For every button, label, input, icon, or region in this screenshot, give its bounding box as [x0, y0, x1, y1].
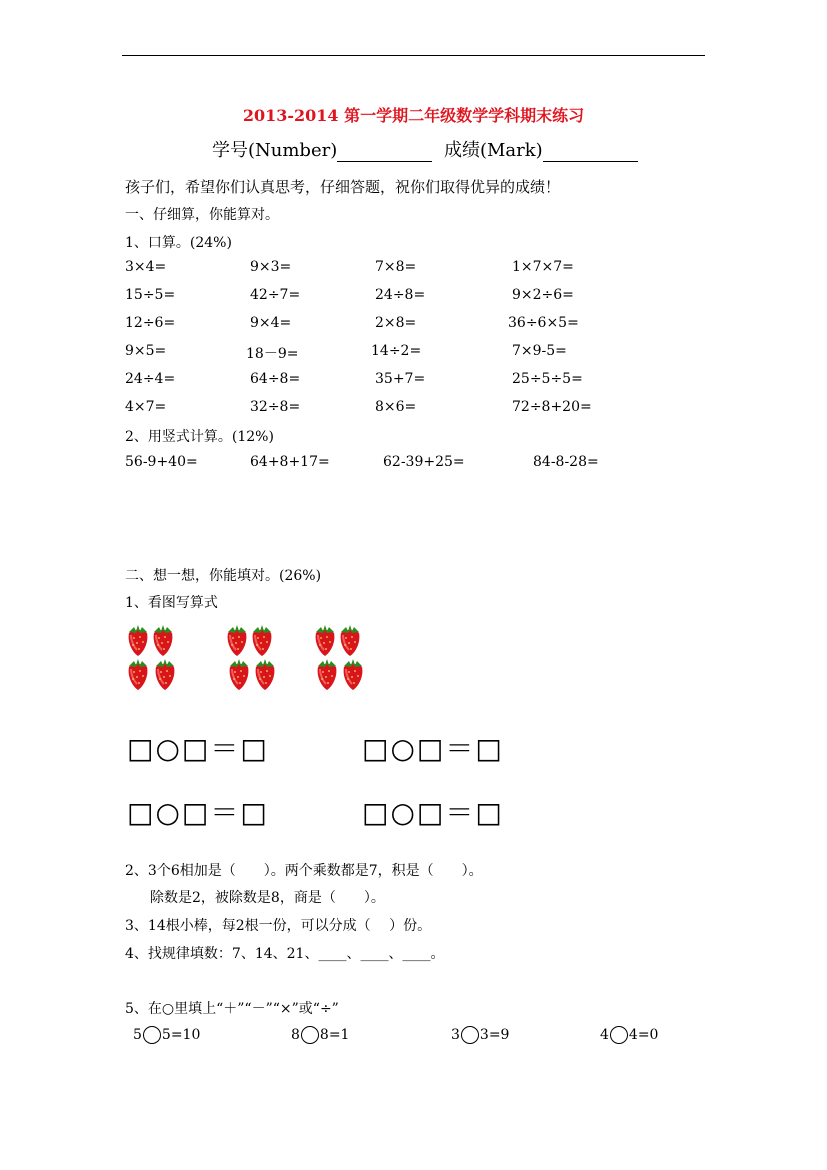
- calc-item: 9×2÷6=: [512, 287, 574, 303]
- calc-item: 14÷2=: [371, 343, 422, 359]
- mark-label: 成绩(Mark): [443, 140, 543, 161]
- strawberry-icon: [125, 657, 151, 691]
- strawberry-icon: [249, 623, 275, 657]
- equation-blank[interactable]: □○□＝□: [362, 732, 504, 765]
- calc-row: [0, 315, 827, 337]
- q4-text: 4、找规律填数：7、14、21、____、____、____。: [125, 946, 445, 962]
- calc-item: 18－9=: [246, 346, 299, 362]
- q5-item: 3 3=9: [451, 1027, 510, 1043]
- q5-item: 4 4=0: [600, 1027, 659, 1043]
- calc-item: 9×3=: [250, 259, 292, 275]
- calc-item: 25÷5÷5=: [512, 371, 583, 387]
- strawberry-icon: [252, 657, 278, 691]
- number-label: 学号(Number): [212, 140, 338, 161]
- calc-item: 7×9-5=: [512, 343, 567, 359]
- strawberry-icon: [224, 623, 250, 657]
- header-rule: [122, 55, 705, 56]
- mark-blank[interactable]: [543, 161, 638, 162]
- calc-item: 9×5=: [125, 343, 167, 359]
- calc-item: 64÷8=: [250, 371, 301, 387]
- strawberry-icon: [226, 657, 252, 691]
- calc-item: 15÷5=: [125, 287, 176, 303]
- calc-item: 24÷4=: [125, 371, 176, 387]
- vertical-calc-item: 56-9+40=: [125, 454, 198, 470]
- student-line: [212, 136, 638, 162]
- calc-item: 72÷8+20=: [512, 399, 592, 415]
- calc-item: 1×7×7=: [512, 259, 574, 275]
- section1-heading: 一、仔细算，你能算对。: [125, 207, 279, 223]
- strawberry-icon: [125, 623, 151, 657]
- calc-item: 12÷6=: [125, 315, 176, 331]
- equation-blank[interactable]: □○□＝□: [362, 796, 504, 829]
- calc-item: 7×8=: [375, 259, 417, 275]
- page-title: 2013-2014 第一学期二年级数学学科期末练习: [242, 106, 585, 125]
- q2-line2: 除数是2，被除数是8，商是（ ）。: [150, 890, 385, 906]
- vertical-calc-item: 84-8-28=: [533, 454, 599, 470]
- q5-item: 5 5=10: [133, 1027, 201, 1043]
- strawberry-icon: [340, 657, 366, 691]
- vertical-calc-item: 64+8+17=: [250, 454, 330, 470]
- calc-item: 42÷7=: [250, 287, 301, 303]
- calc-row: [0, 399, 827, 421]
- calc-row: [0, 259, 827, 281]
- q5-row: [0, 1026, 827, 1048]
- calc-row: [0, 287, 827, 309]
- part2-heading: 2、用竖式计算。(12%): [125, 429, 274, 445]
- strawberry-icon: [337, 623, 363, 657]
- operator-circle[interactable]: [301, 1026, 319, 1044]
- equation-blank[interactable]: □○□＝□: [127, 732, 269, 765]
- intro-text: 孩子们，希望你们认真思考，仔细答题，祝你们取得优异的成绩！: [125, 178, 561, 196]
- calc-row: [0, 343, 827, 365]
- calc-item: 4×7=: [125, 399, 167, 415]
- calc-item: 3×4=: [125, 259, 167, 275]
- calc-item: 9×4=: [250, 315, 292, 331]
- operator-circle[interactable]: [143, 1026, 161, 1044]
- q5-item: 8 8=1: [291, 1027, 350, 1043]
- operator-circle[interactable]: [461, 1026, 479, 1044]
- calc-item: 35+7=: [375, 371, 426, 387]
- calc-item: 2×8=: [375, 315, 417, 331]
- calc-item: 32÷8=: [250, 399, 301, 415]
- vertical-calc-row: [0, 454, 827, 476]
- calc-row: [0, 371, 827, 393]
- q2-line1: 2、3个6相加是（ ）。两个乘数都是7，积是（ ）。: [125, 863, 483, 879]
- q5-text: 5、在○里填上“＋”“－”“×”或“÷”: [125, 1001, 339, 1017]
- operator-circle[interactable]: [610, 1026, 628, 1044]
- part1-heading: 1、口算。(24%): [125, 235, 232, 251]
- calc-item: 8×6=: [375, 399, 417, 415]
- strawberry-icon: [314, 657, 340, 691]
- strawberry-icon: [312, 623, 338, 657]
- strawberry-icon: [150, 623, 176, 657]
- number-blank[interactable]: [337, 161, 432, 162]
- equation-blank[interactable]: □○□＝□: [127, 796, 269, 829]
- q1-heading: 1、看图写算式: [125, 595, 218, 611]
- section2-heading: 二、想一想，你能填对。(26%): [125, 568, 322, 584]
- strawberry-icon: [152, 657, 178, 691]
- q3-text: 3、14根小棒，每2根一份，可以分成（ ）份。: [125, 918, 432, 934]
- vertical-calc-item: 62-39+25=: [383, 454, 465, 470]
- calc-item: 24÷8=: [375, 287, 426, 303]
- calc-item: 36÷6×5=: [508, 315, 579, 331]
